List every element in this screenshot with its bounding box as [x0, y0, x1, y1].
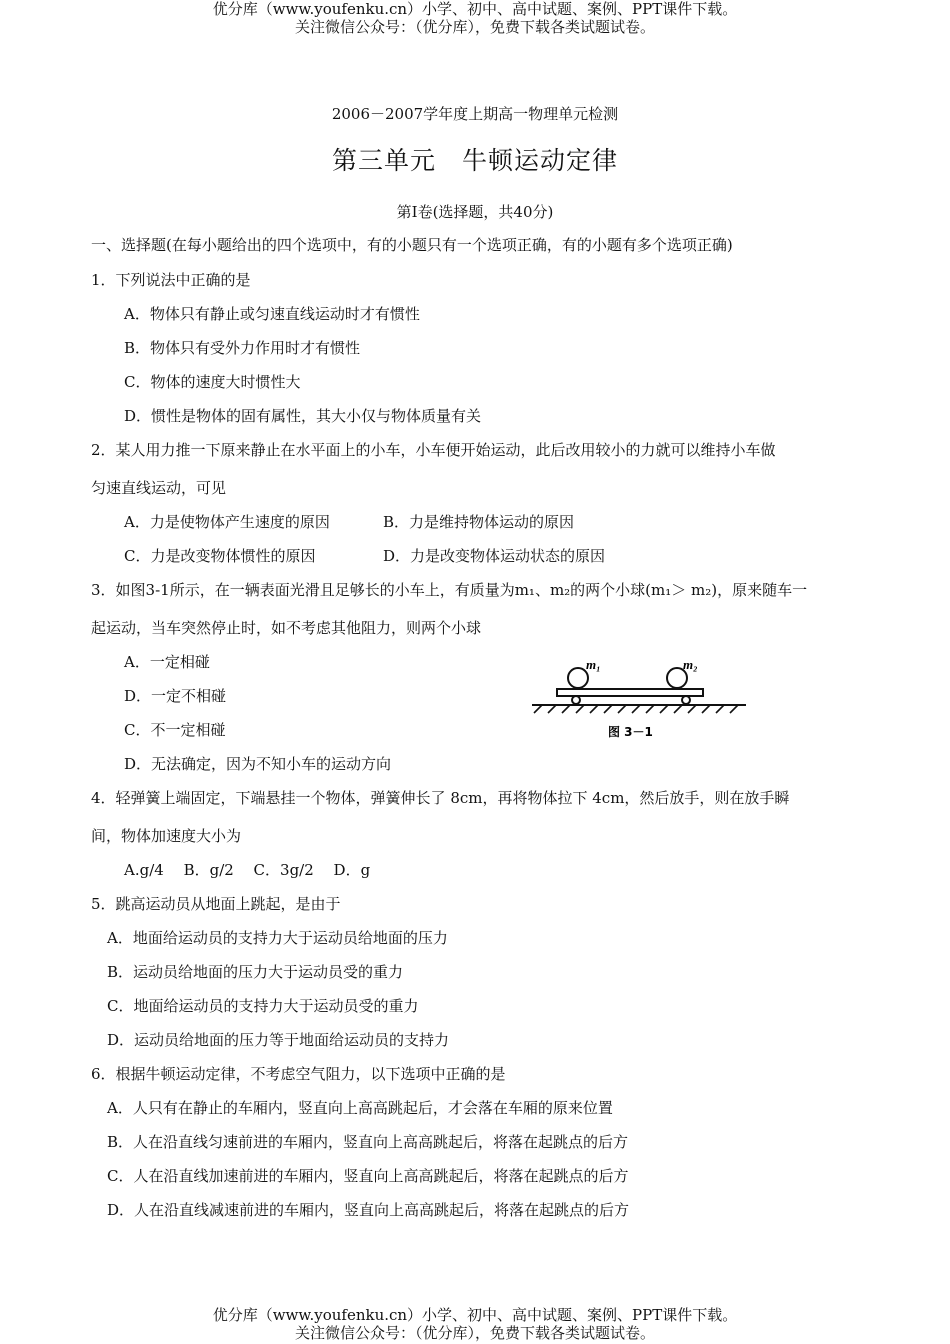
cart-wheel-icon [572, 696, 690, 704]
q1-option-a: A．物体只有静止或匀速直线运动时才有惯性 [124, 305, 420, 323]
q6-option-a: A．人只有在静止的车厢内，竖直向上高高跳起后，才会落在车厢的原来位置 [107, 1099, 613, 1117]
exam-title: 第三单元 牛顿运动定律 [331, 146, 618, 175]
ball-m1-label: m₁ [586, 657, 601, 672]
ball-m2-label: m₂ [683, 657, 698, 672]
q5-option-c: C．地面给运动员的支持力大于运动员受的重力 [107, 997, 419, 1015]
ball-m1-icon [568, 668, 588, 688]
q3-option-d: D．无法确定，因为不知小车的运动方向 [124, 755, 392, 773]
q2-stem-line-1: 2．某人用力推一下原来静止在水平面上的小车，小车便开始运动，此后改用较小的力就可以维持小车做 [91, 441, 776, 459]
header-line-1: 优分库（www.youfenku.cn）小学、初中、高中试题、案例、PPT课件下载。 [212, 0, 738, 18]
q2-option-b: B．力是维持物体运动的原因 [383, 513, 575, 531]
q4-options: A.g/4 B．g/2 C．3g/2 D．g [124, 861, 371, 879]
q3-stem-line-2: 起运动，当车突然停止时，如不考虑其他阻力，则两个小球 [91, 619, 482, 637]
q1-option-d: D．惯性是物体的固有属性，其大小仅与物体质量有关 [124, 407, 482, 425]
q6-option-d: D．人在沿直线减速前进的车厢内，竖直向上高高跳起后，将落在起跳点的后方 [107, 1201, 630, 1219]
q2-option-a: A．力是使物体产生速度的原因 [124, 513, 330, 531]
q2-option-c: C．力是改变物体惯性的原因 [124, 547, 316, 565]
figure-3-1-cart-diagram [520, 655, 760, 747]
footer-line-1: 优分库（www.youfenku.cn）小学、初中、高中试题、案例、PPT课件下载。 [212, 1306, 738, 1324]
q6-option-c: C．人在沿直线加速前进的车厢内，竖直向上高高跳起后，将落在起跳点的后方 [107, 1167, 629, 1185]
part-heading: 第Ⅰ卷(选择题，共40分) [396, 203, 554, 221]
q5-option-a: A．地面给运动员的支持力大于运动员给地面的压力 [107, 929, 448, 947]
q3-option-b: D．一定不相碰 [124, 687, 227, 705]
q2-option-d: D．力是改变物体运动状态的原因 [383, 547, 606, 565]
section-instructions: 一、选择题(在每小题给出的四个选项中，有的小题只有一个选项正确，有的小题有多个选项正确) [91, 236, 733, 254]
ground-hatching-icon [532, 705, 746, 713]
header-line-2: 关注微信公众号：（优分库），免费下载各类试题试卷。 [294, 18, 655, 36]
q3-stem-line-1: 3．如图3-1所示，在一辆表面光滑且足够长的小车上，有质量为m₁、m₂的两个小球(m₁＞ m₂)，原来随车一 [91, 581, 808, 599]
q1-option-b: B．物体只有受外力作用时才有惯性 [124, 339, 361, 357]
q1-option-c: C．物体的速度大时惯性大 [124, 373, 301, 391]
q4-stem-line-1: 4．轻弹簧上端固定，下端悬挂一个物体，弹簧伸长了 8cm，再将物体拉下 4cm，然后放手，则在放手瞬 [91, 789, 790, 807]
q5-stem: 5．跳高运动员从地面上跳起，是由于 [91, 895, 341, 913]
q3-option-a: A．一定相碰 [124, 653, 210, 671]
q4-stem-line-2: 间，物体加速度大小为 [91, 827, 242, 845]
exam-subtitle: 2006－2007学年度上期高一物理单元检测 [331, 105, 619, 123]
q3-option-c: C．不一定相碰 [124, 721, 226, 739]
q1-stem: 1．下列说法中正确的是 [91, 271, 251, 289]
q5-option-d: D．运动员给地面的压力等于地面给运动员的支持力 [107, 1031, 450, 1049]
footer-line-2: 关注微信公众号：（优分库），免费下载各类试题试卷。 [294, 1324, 655, 1342]
q6-stem: 6．根据牛顿运动定律，不考虑空气阻力，以下选项中正确的是 [91, 1065, 506, 1083]
cart-body-icon [557, 689, 703, 696]
figure-caption: 图 3－1 [608, 725, 653, 739]
q5-option-b: B．运动员给地面的压力大于运动员受的重力 [107, 963, 404, 981]
q6-option-b: B．人在沿直线匀速前进的车厢内，竖直向上高高跳起后，将落在起跳点的后方 [107, 1133, 629, 1151]
q2-stem-line-2: 匀速直线运动，可见 [91, 479, 227, 497]
